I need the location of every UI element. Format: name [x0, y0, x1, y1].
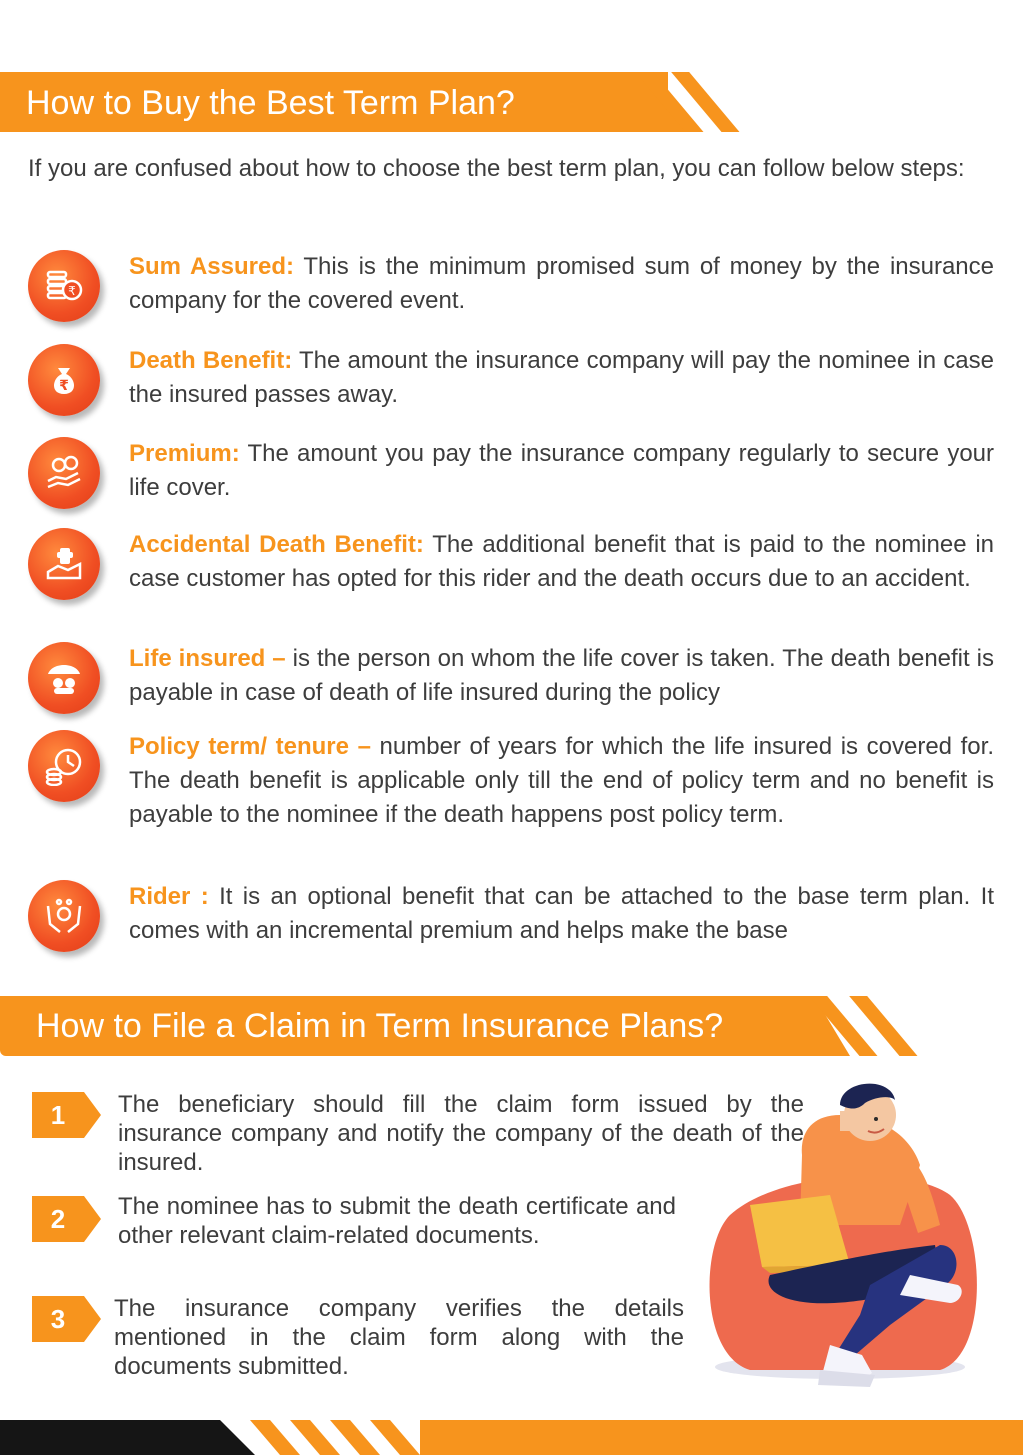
- step-label: Premium:: [129, 440, 240, 467]
- step-label: Life insured –: [129, 645, 286, 672]
- step-text: [129, 528, 994, 596]
- step-label: Death Benefit:: [129, 347, 293, 374]
- money-bag-rupee-icon: [28, 344, 100, 416]
- svg-text:₹: ₹: [59, 378, 69, 394]
- step-number-badge: 1: [32, 1092, 84, 1138]
- step-description: The amount you pay the insurance company regularly to secure your life cover.: [129, 440, 994, 501]
- footer-dark-block: [0, 1420, 260, 1455]
- hands-money-icon: [28, 880, 100, 952]
- step-text: [129, 437, 994, 505]
- step-label: Policy term/ tenure –: [129, 733, 371, 760]
- step-number-badge: 3: [32, 1296, 84, 1342]
- step-number-badge: 2: [32, 1196, 84, 1242]
- hand-first-aid-icon: [28, 528, 100, 600]
- step-description: The additional benefit that is paid to the nominee in case customer has opted for this rider and the death occurs due to an accident.: [129, 531, 994, 592]
- person-with-laptop-illustration: [690, 1075, 990, 1405]
- claim-step-text: The beneficiary should fill the claim form issued by the insurance company and notify the company of the death of the insured.: [118, 1091, 804, 1176]
- step-description: The amount the insurance company will pay the nominee in case the insured passes away.: [129, 347, 995, 408]
- section-title-claim: How to File a Claim in Term Insurance Plans?: [36, 1007, 724, 1045]
- intro-paragraph: If you are confused about how to choose the best term plan, you can follow below steps:: [28, 155, 965, 182]
- step-text: [129, 880, 994, 948]
- step-label: Sum Assured:: [129, 253, 294, 280]
- step-text: [129, 250, 994, 318]
- section-title-buy: How to Buy the Best Term Plan?: [26, 84, 515, 122]
- step-text: [129, 344, 994, 412]
- svg-text:₹: ₹: [68, 284, 76, 298]
- claim-step-text: The insurance company verifies the details mentioned in the claim form along with the documents submitted.: [114, 1295, 684, 1380]
- section-banner-buy: [0, 72, 760, 132]
- step-text: [129, 730, 994, 832]
- step-label: Rider :: [129, 883, 209, 910]
- step-description: This is the minimum promised sum of money by the insurance company for the covered event.: [129, 253, 995, 314]
- hand-coins-icon: [28, 437, 100, 509]
- coins-rupee-icon: [28, 250, 100, 322]
- banner-stripes: [640, 72, 760, 132]
- step-description: number of years for which the life insured is covered for. The death benefit is applicable only till the end of policy term and no benefit is payable to the nominee if the death happens post policy term.: [129, 733, 994, 828]
- step-text: [129, 642, 994, 710]
- step-description: is the person on whom the life cover is taken. The death benefit is payable in case of death of life insured during the policy: [129, 645, 994, 706]
- umbrella-family-icon: [28, 642, 100, 714]
- clock-coins-icon: [28, 730, 100, 802]
- step-label: Accidental Death Benefit:: [129, 531, 424, 558]
- step-description: It is an optional benefit that can be attached to the base term plan. It comes with an incremental premium and helps make the base: [129, 883, 995, 944]
- claim-step-text: The nominee has to submit the death certificate and other relevant claim-related documents.: [118, 1193, 676, 1249]
- banner-stripes: [808, 996, 938, 1056]
- section-banner-claim: [0, 996, 940, 1056]
